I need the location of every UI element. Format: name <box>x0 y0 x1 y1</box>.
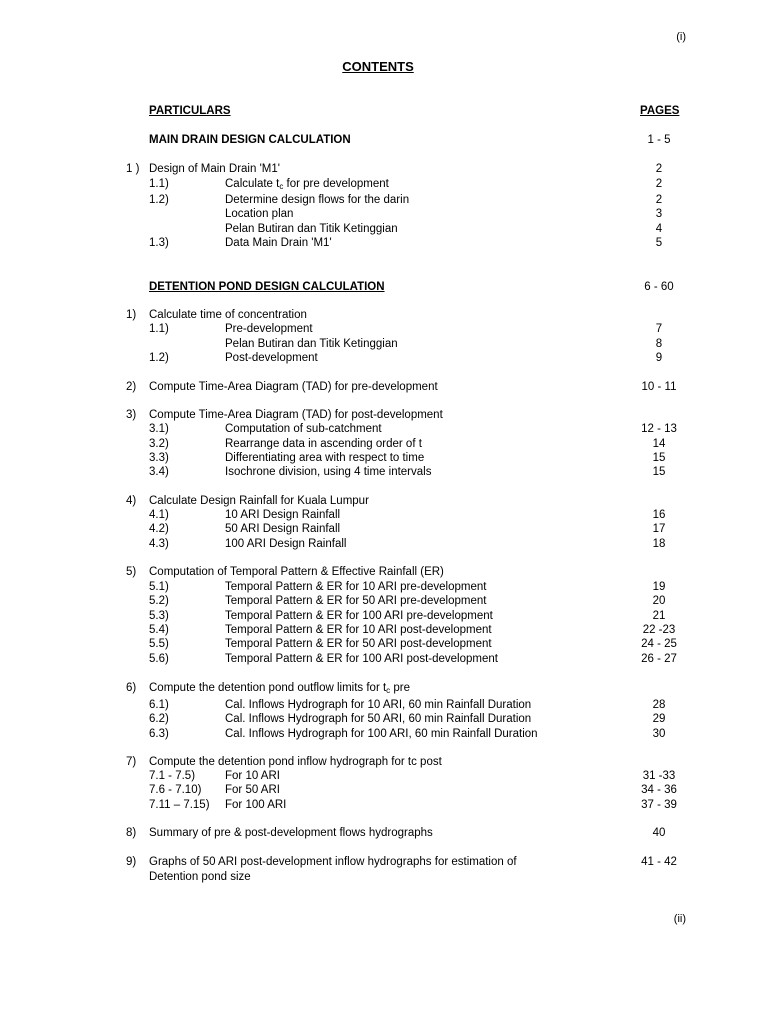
item-number: 1 ) <box>126 163 140 175</box>
subitem-title: Differentiating area with respect to time <box>225 452 425 464</box>
page-ref: 4 <box>655 223 663 235</box>
page-ref: 3 <box>655 208 663 220</box>
page-ref: 40 <box>652 827 666 839</box>
subitem-title: Determine design flows for the darin <box>225 194 410 206</box>
subitem-title: Pre-development <box>225 323 313 335</box>
page-ref: 2 <box>655 163 663 175</box>
section-title: MAIN DRAIN DESIGN CALCULATION <box>149 134 351 146</box>
page-ref: 5 <box>655 237 663 249</box>
subitem-number: 4.2) <box>149 523 169 535</box>
subitem-title: Temporal Pattern & ER for 100 ARI post-development <box>225 653 498 665</box>
page-ref: 9 <box>655 352 663 364</box>
page-ref: 24 - 25 <box>641 638 677 650</box>
item-title: Compute the detention pond inflow hydrograph for tc post <box>149 756 442 768</box>
subitem-title: Computation of sub-catchment <box>225 423 382 435</box>
subitem-number: 4.1) <box>149 509 169 521</box>
subitem-title: 50 ARI Design Rainfall <box>225 523 341 535</box>
item-number: 7) <box>126 756 137 768</box>
page-ref: 15 <box>652 466 666 478</box>
subitem-number: 6.1) <box>149 699 169 711</box>
subitem-title: For 10 ARI <box>225 770 280 782</box>
toc-row <box>0 698 768 713</box>
page-ref: 37 - 39 <box>641 799 677 811</box>
page-ref: 19 <box>652 581 666 593</box>
item-title: Calculate Design Rainfall for Kuala Lumpur <box>149 495 369 507</box>
toc-row <box>0 826 768 841</box>
toc-row <box>0 207 768 222</box>
toc-row <box>0 652 768 667</box>
subitem-title: Location plan <box>225 208 294 220</box>
toc-row <box>0 712 768 727</box>
toc-row <box>0 537 768 552</box>
page-ref: 41 - 42 <box>641 856 677 868</box>
page-ref: 17 <box>652 523 666 535</box>
subitem-number: 5.2) <box>149 595 169 607</box>
item-number: 9) <box>126 856 137 868</box>
subitem-number: 7.1 - 7.5) <box>149 770 196 782</box>
subitem-number: 4.3) <box>149 538 169 550</box>
page-ref: 2 <box>655 194 663 206</box>
item-number: 1) <box>126 309 137 321</box>
item-title: Computation of Temporal Pattern & Effective Rainfall (ER) <box>149 566 444 578</box>
toc-row <box>0 494 768 509</box>
page-ref: 29 <box>652 713 666 725</box>
subitem-number: 1.1) <box>149 323 169 335</box>
subitem-number: 6.3) <box>149 728 169 740</box>
subitem-number: 3.1) <box>149 423 169 435</box>
page-ref: 28 <box>652 699 666 711</box>
toc-row <box>0 308 768 323</box>
subitem-title: 100 ARI Design Rainfall <box>225 538 347 550</box>
subitem-title: Isochrone division, using 4 time intervals <box>225 466 432 478</box>
page-ref: 1 - 5 <box>647 134 671 146</box>
page-ref: 8 <box>655 338 663 350</box>
subscript: c <box>279 182 284 191</box>
toc-row <box>0 380 768 395</box>
subitem-title: Temporal Pattern & ER for 50 ARI pre-development <box>225 595 487 607</box>
item-title: Design of Main Drain 'M1' <box>149 163 280 175</box>
subitem-title: For 100 ARI <box>225 799 287 811</box>
item-number: 2) <box>126 381 137 393</box>
subitem-number: 5.1) <box>149 581 169 593</box>
toc-row <box>0 623 768 638</box>
subitem-number: 1.2) <box>149 352 169 364</box>
toc-row <box>0 162 768 177</box>
subitem-number: 5.6) <box>149 653 169 665</box>
toc-row <box>0 522 768 537</box>
toc-section-row <box>0 280 768 295</box>
toc-row <box>0 193 768 208</box>
subitem-number: 1.1) <box>149 178 169 190</box>
page-ref: 10 - 11 <box>641 381 677 393</box>
toc-row <box>0 236 768 251</box>
item-title: Calculate time of concentration <box>149 309 307 321</box>
toc-row <box>0 322 768 337</box>
toc-row <box>0 594 768 609</box>
page-ref: 21 <box>652 610 666 622</box>
item-number: 4) <box>126 495 137 507</box>
toc-row <box>0 222 768 237</box>
page-ref: 15 <box>652 452 666 464</box>
item-title: Compute the detention pond outflow limits for $t_c$ pre <box>149 682 410 695</box>
subitem-number: 1.3) <box>149 237 169 249</box>
item-title: Compute Time-Area Diagram (TAD) for pre-development <box>149 381 438 393</box>
subitem-number: 6.2) <box>149 713 169 725</box>
toc-row <box>0 727 768 742</box>
pages-header: PAGES <box>640 105 680 117</box>
toc-row <box>0 769 768 784</box>
subitem-number: 5.5) <box>149 638 169 650</box>
toc-row <box>0 855 768 870</box>
subitem-title: Cal. Inflows Hydrograph for 100 ARI, 60 min Rainfall Duration <box>225 728 538 740</box>
toc-row <box>0 177 768 192</box>
subitem-number: 7.6 - 7.10) <box>149 784 202 796</box>
toc-row <box>0 408 768 423</box>
page-ref: 14 <box>652 438 666 450</box>
toc-row <box>0 870 768 885</box>
item-number: 6) <box>126 682 137 694</box>
subitem-title: Data Main Drain 'M1' <box>225 237 332 249</box>
page-ref: 7 <box>655 323 663 335</box>
toc-row <box>0 565 768 580</box>
item-number: 3) <box>126 409 137 421</box>
subitem-title: Pelan Butiran dan Titik Ketinggian <box>225 338 398 350</box>
subitem-title: Temporal Pattern & ER for 10 ARI pre-development <box>225 581 487 593</box>
subitem-title: Cal. Inflows Hydrograph for 50 ARI, 60 min Rainfall Duration <box>225 713 532 725</box>
item-title: Compute Time-Area Diagram (TAD) for post-development <box>149 409 443 421</box>
section-title: DETENTION POND DESIGN CALCULATION <box>149 281 385 293</box>
page-ref: 31 -33 <box>642 770 676 782</box>
subitem-title: Post-development <box>225 352 318 364</box>
subscript: c <box>386 686 391 695</box>
toc-row <box>0 609 768 624</box>
document-title: CONTENTS <box>342 59 414 74</box>
toc-row <box>0 681 768 696</box>
toc-row <box>0 580 768 595</box>
page-ref: 22 -23 <box>642 624 676 636</box>
toc-row <box>0 465 768 480</box>
particulars-header: PARTICULARS <box>149 105 231 117</box>
page-ref: 2 <box>655 178 663 190</box>
toc-row <box>0 798 768 813</box>
subitem-title: Temporal Pattern & ER for 100 ARI pre-development <box>225 610 493 622</box>
subitem-title: Cal. Inflows Hydrograph for 10 ARI, 60 min Rainfall Duration <box>225 699 532 711</box>
page-ref: 34 - 36 <box>641 784 677 796</box>
page-ref: 30 <box>652 728 666 740</box>
page-ref: 26 - 27 <box>641 653 677 665</box>
page-ref: 20 <box>652 595 666 607</box>
subitem-number: 5.4) <box>149 624 169 636</box>
subitem-title: Rearrange data in ascending order of t <box>225 438 422 450</box>
page-ref: 12 - 13 <box>641 423 677 435</box>
toc-row <box>0 422 768 437</box>
toc-row <box>0 637 768 652</box>
subitem-title: For 50 ARI <box>225 784 280 796</box>
page-ref: 18 <box>652 538 666 550</box>
page-ref: 16 <box>652 509 666 521</box>
toc-row <box>0 337 768 352</box>
subitem-number: 7.11 – 7.15) <box>149 799 210 811</box>
subitem-number: 3.3) <box>149 452 169 464</box>
page-number-bottom: (ii) <box>673 913 686 925</box>
item-number: 8) <box>126 827 137 839</box>
page-number-top: (i) <box>676 31 686 43</box>
page-ref: 6 - 60 <box>644 281 674 293</box>
subitem-title: 10 ARI Design Rainfall <box>225 509 341 521</box>
subitem-number: 3.4) <box>149 466 169 478</box>
item-title-continued: Detention pond size <box>149 871 251 883</box>
subitem-title: Pelan Butiran dan Titik Ketinggian <box>225 223 398 235</box>
subitem-number: 5.3) <box>149 610 169 622</box>
subitem-title: Temporal Pattern & ER for 50 ARI post-development <box>225 638 492 650</box>
toc-row <box>0 451 768 466</box>
toc-row <box>0 508 768 523</box>
subitem-number: 3.2) <box>149 438 169 450</box>
item-title: Summary of pre & post-development flows hydrographs <box>149 827 433 839</box>
toc-row <box>0 351 768 366</box>
subitem-title: Temporal Pattern & ER for 10 ARI post-development <box>225 624 492 636</box>
item-number: 5) <box>126 566 137 578</box>
toc-section-row <box>0 133 768 148</box>
toc-row <box>0 437 768 452</box>
item-title: Graphs of 50 ARI post-development inflow hydrographs for estimation of <box>149 856 517 868</box>
subitem-number: 1.2) <box>149 194 169 206</box>
subitem-title: Calculate $t_c$ for pre development <box>225 178 389 191</box>
toc-row <box>0 783 768 798</box>
toc-row <box>0 755 768 770</box>
